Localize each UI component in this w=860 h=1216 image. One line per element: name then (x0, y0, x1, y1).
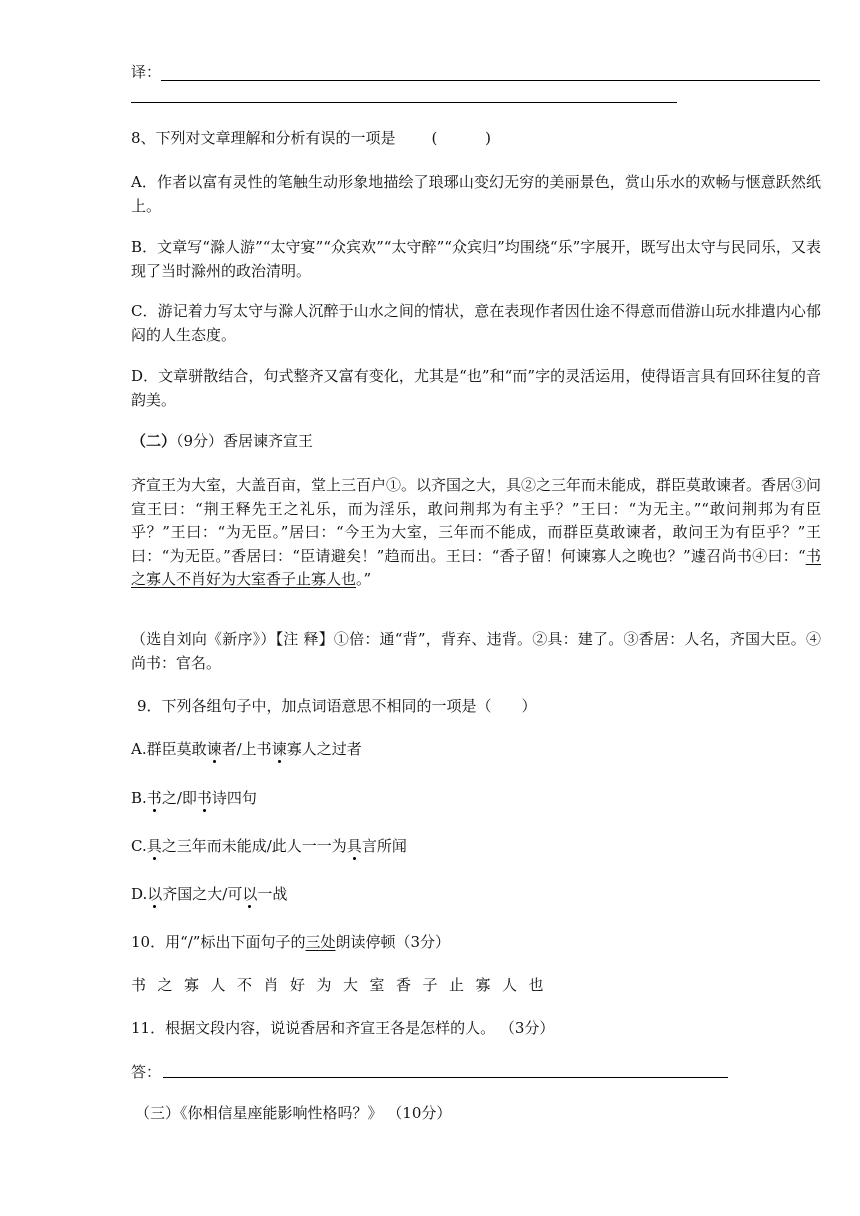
dotted-word: 以 (147, 885, 163, 903)
dotted-word: 以 (242, 885, 258, 903)
question-10-sentence: 书之寡人不肖好为大室香子止寡人也 (131, 976, 556, 994)
question-11-stem: 11．根据文段内容，说说香居和齐宣王各是怎样的人。 （3分） (131, 1019, 555, 1037)
question-8-option-b: B．文章写“滁人游”“太守宴”“众宾欢”“太守醉”“众宾归”均围绕“乐”字展开，既写出太守与民同乐，又表现了当时滁州的政治清明。 (131, 238, 821, 280)
dotted-word: 书 (146, 789, 162, 807)
answer-blank-line (131, 102, 677, 103)
answer-blank-line (161, 80, 820, 81)
answer-label: 答： (131, 1063, 162, 1081)
question-9-option-a: A.群臣莫敢谏者/上书谏寡人之过者 (131, 740, 362, 758)
question-9-option-b: B.书之/即书诗四句 (131, 789, 257, 807)
question-9-option-c: C.具之三年而未能成/此人一一为具言所闻 (131, 837, 407, 855)
question-8-text: 8、下列对文章理解和分析有误的一项是 (131, 129, 396, 147)
dotted-word: 谏 (206, 740, 222, 758)
answer-paren: ( ) (431, 129, 491, 147)
dotted-word: 谏 (271, 740, 287, 758)
section-2-heading (131, 431, 313, 451)
translate-label: 译： (131, 63, 162, 81)
dotted-word: 具 (346, 837, 362, 855)
underlined-keyword: 三处 (305, 933, 336, 951)
source-and-notes: （选自刘向《新序》）【注 释】①倍：通“背”，背弃、违背。②具：建了。③香居：人名，齐国大臣。④ 尚书：官名。 (131, 630, 821, 672)
passage-underlined-sentence: 书之寡人不肖好为大室香子止寡人也 (131, 546, 821, 588)
dotted-word: 具 (146, 837, 162, 855)
section-2-title: （9分）香居谏齐宣王 (176, 432, 314, 450)
question-8-option-c: C．游记着力写太守与滁人沉醉于山水之间的情状，意在表现作者因仕途不得意而借游山玩水排遣内心郁闷的人生态度。 (131, 302, 821, 344)
question-9-option-d: D.以齐国之大/可以一战 (131, 885, 288, 903)
section-2-number: （二） (131, 432, 177, 450)
question-8-stem (131, 128, 491, 148)
passage-text: 齐宣王为大室，大盖百亩，堂上三百户①。以齐国之大，具②之三年而未能成，群臣莫敢谏者。香居③问宣王曰：“荆王释先王之礼乐，而为淫乐，敢问荆邦为有主乎？”王曰：“为无主。”“敢问荆邦为有臣乎？”王曰：“为无臣。”居曰：“今王为大室，三年而不能成，而群臣莫敢谏者，敢问王为有臣乎？”王曰：“为无臣。”香居曰：“臣请避矣！”趋而出。王曰：“香子留！何谏寡人之晚也？”遽召尚书④曰：“ (131, 476, 822, 565)
classical-passage (131, 474, 821, 592)
question-9-stem: 9．下列各组句子中，加点词语意思不相同的一项是（ ） (137, 697, 537, 715)
question-8-option-d: D．文章骈散结合，句式整齐又富有变化，尤其是“也”和“而”字的灵活运用，使得语言具有回环往复的音韵美。 (131, 367, 821, 409)
passage-end: 。” (356, 570, 372, 588)
question-10-stem: 10．用“/”标出下面句子的三处朗读停顿（3分） (131, 933, 451, 951)
question-8-option-a: A．作者以富有灵性的笔触生动形象地描绘了琅琊山变幻无穷的美丽景色，赏山乐水的欢畅与惬意跃然纸上。 (131, 173, 821, 215)
answer-blank-line (163, 1077, 728, 1078)
section-3-heading: （三）《你相信星座能影响性格吗？》 （10分） (135, 1104, 452, 1122)
dotted-word: 书 (196, 789, 212, 807)
